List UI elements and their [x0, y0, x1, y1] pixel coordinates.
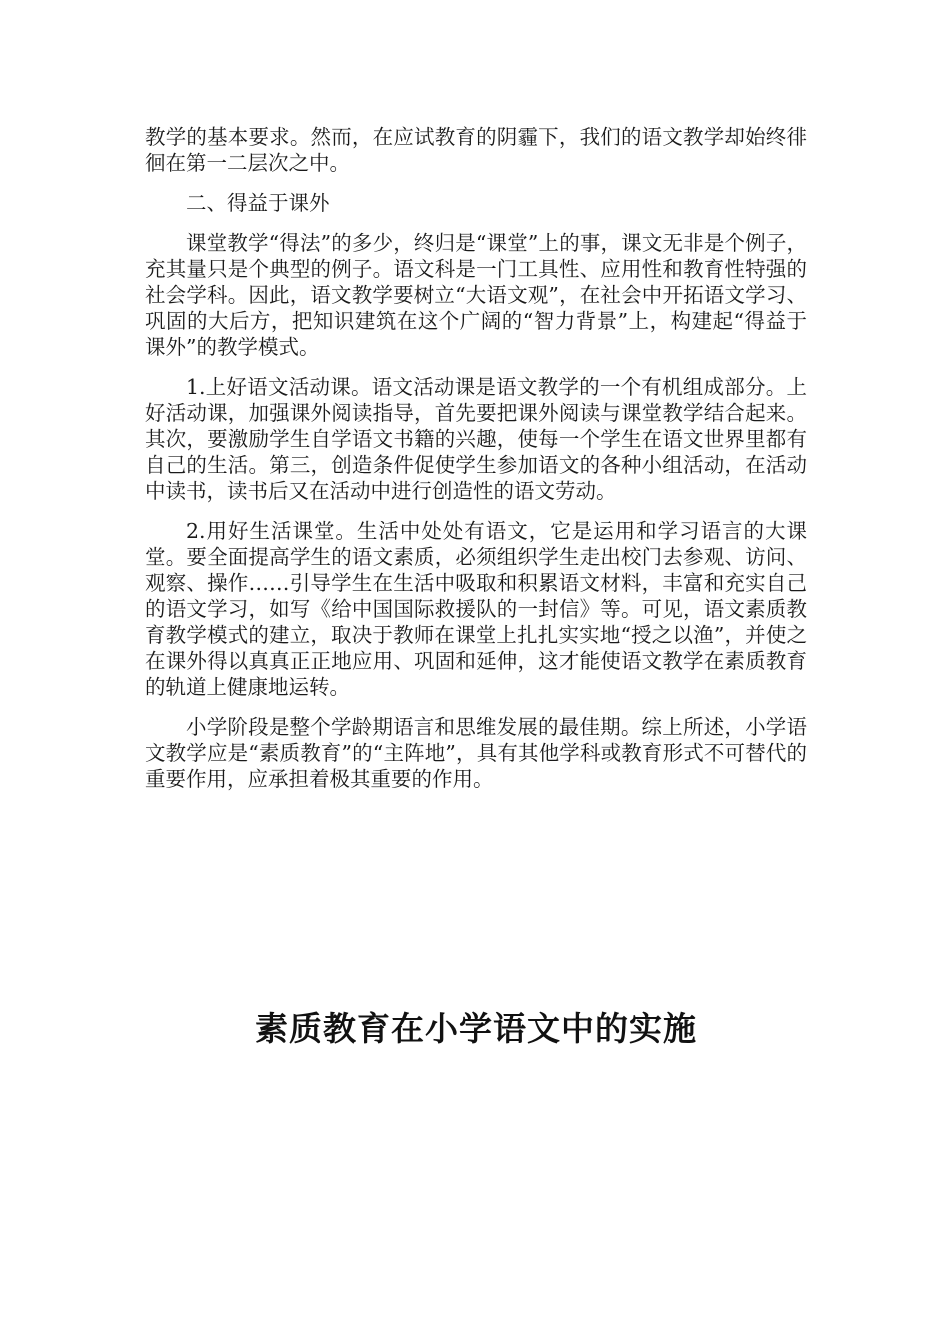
paragraph-activity-class: 1.上好语文活动课。语文活动课是语文教学的一个有机组成部分。上好活动课，加强课外阅读指导，首先要把课外阅读与课堂教学结合起来。其次，要激励学生自学语文书籍的兴趣，使每一个学生在语文世界里都有自己的生活。第三，创造条件促使学生参加语文的各种小组活动，在活动中读书，读书后又在活动中进行创造性的语文劳动。 — [145, 375, 807, 503]
document-body — [145, 124, 807, 806]
paragraph-continuation: 教学的基本要求。然而，在应试教育的阴霾下，我们的语文教学却始终徘徊在第一二层次之中。 — [145, 125, 807, 175]
paragraph-classroom: 课堂教学“得法”的多少，终归是“课堂”上的事，课文无非是个例子，充其量只是个典型的例子。语文科是一门工具性、应用性和教育性特强的社会学科。因此，语文教学要树立“大语文观”，在社会中开拓语文学习、巩固的大后方，把知识建筑在这个广阔的“智力背景”上，构建起“得益于课外”的教学模式。 — [145, 231, 807, 359]
paragraph-life-classroom: 2.用好生活课堂。生活中处处有语文，它是运用和学习语言的大课堂。要全面提高学生的语文素质，必须组织学生走出校门去参观、访问、观察、操作……引导学生在生活中吸取和积累语文材料，丰富和充实自己的语文学习，如写《给中国国际救援队的一封信》等。可见，语文素质教育教学模式的建立，取决于教师在课堂上扎扎实实地“授之以渔”，并使之在课外得以真真正正地应用、巩固和延伸，这才能使语文教学在素质教育的轨道上健康地运转。 — [145, 519, 807, 699]
section-heading: 二、得益于课外 — [186, 191, 330, 215]
paragraph-conclusion: 小学阶段是整个学龄期语言和思维发展的最佳期。综上所述，小学语文教学应是“素质教育”的“主阵地”，具有其他学科或教育形式不可替代的重要作用，应承担着极其重要的作用。 — [145, 715, 807, 791]
document-title: 素质教育在小学语文中的实施 — [255, 1009, 697, 1049]
